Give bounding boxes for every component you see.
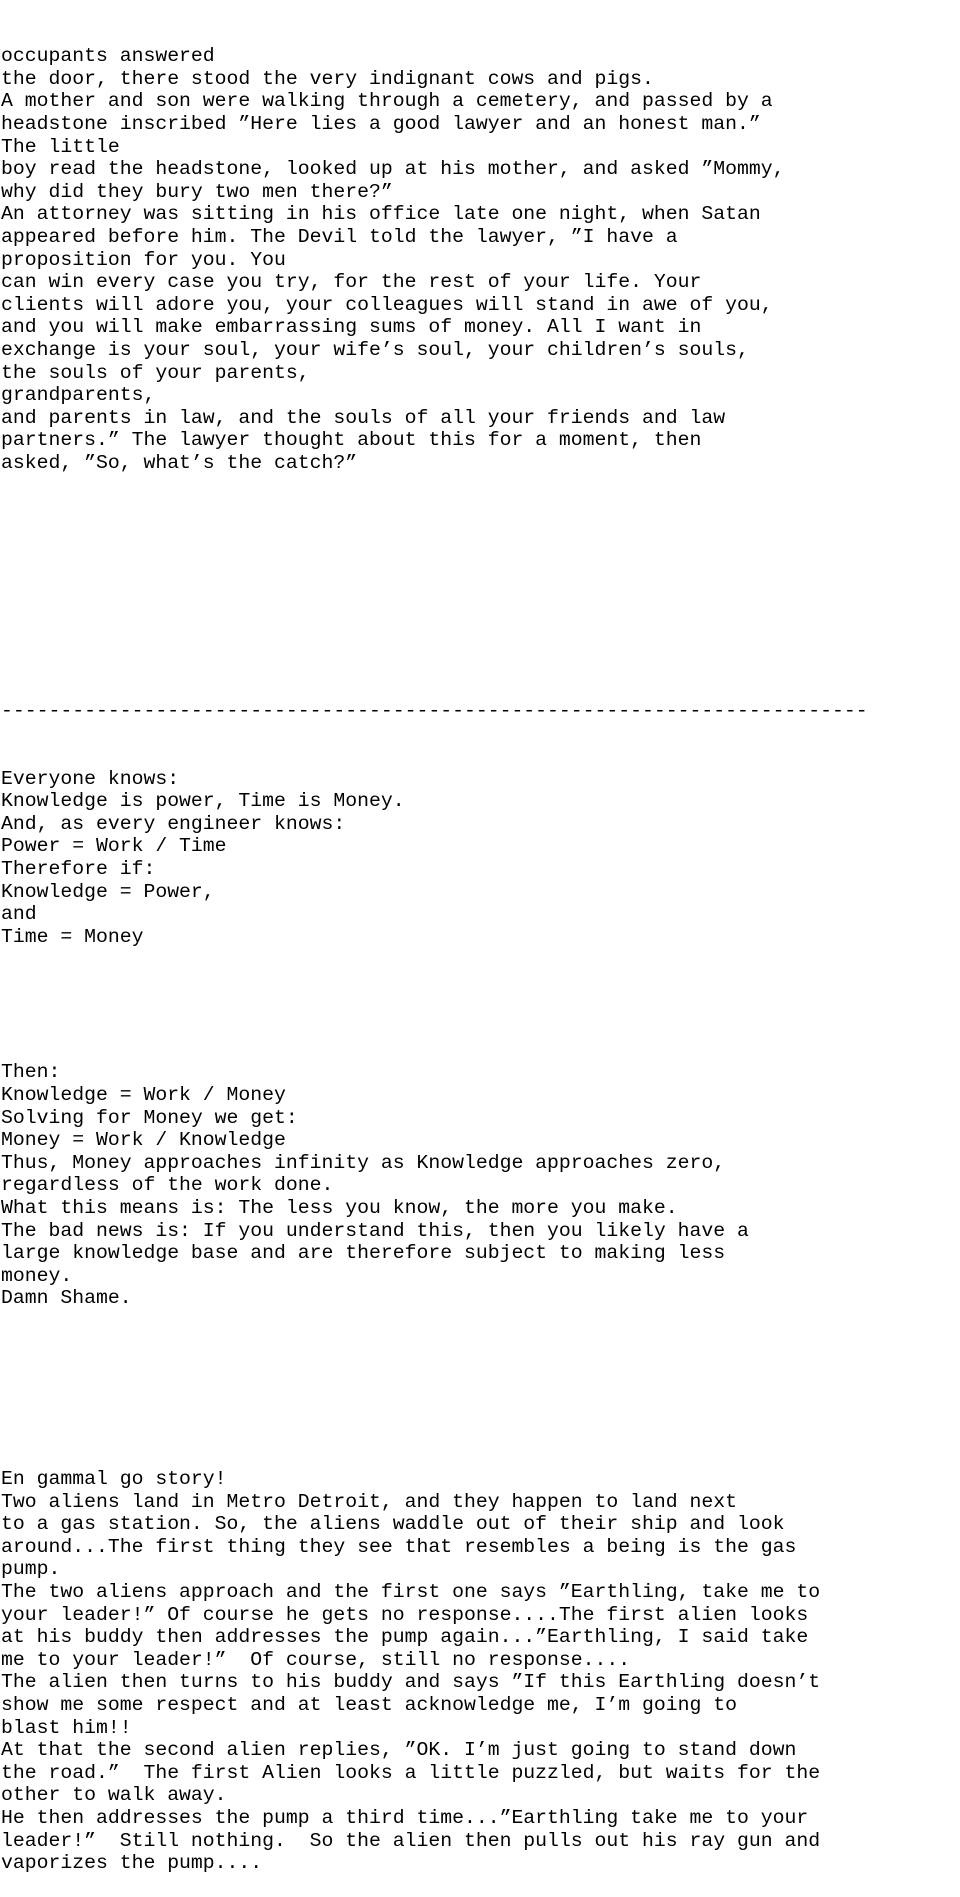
text-line: What this means is: The less you know, the more you make.	[1, 1196, 678, 1219]
text-line: Damn Shame.	[1, 1287, 132, 1310]
text-line: the souls of your parents,	[1, 361, 310, 384]
text-line: Knowledge = Power,	[1, 880, 215, 903]
text-line: Time = Money	[1, 925, 144, 948]
text-line: large knowledge base and are therefore subject to making less	[1, 1242, 726, 1265]
text-line: The alien then turns to his buddy and says ”If this Earthling doesn’t	[1, 1671, 821, 1694]
text-line: around...The first thing they see that resembles a being is the gas	[1, 1535, 797, 1558]
text-line: appeared before him. The Devil told the lawyer, ”I have a	[1, 225, 678, 248]
text-line: blast him!!	[1, 1716, 132, 1739]
text-line: A mother and son were walking through a cemetery, and passed by a	[1, 90, 773, 113]
text-line: other to walk away.	[1, 1784, 227, 1807]
text-line: Then:	[1, 1061, 61, 1084]
text-line: He then addresses the pump a third time...”Earthling take me to your	[1, 1806, 809, 1829]
text-line: Knowledge = Work / Money	[1, 1083, 286, 1106]
text-line: proposition for you. You	[1, 248, 286, 271]
text-line: Two aliens land in Metro Detroit, and they happen to land next	[1, 1490, 737, 1513]
text-line: grandparents,	[1, 384, 156, 407]
text-line: exchange is your soul, your wife’s soul, your children’s souls,	[1, 338, 749, 361]
text-line: An attorney was sitting in his office late one night, when Satan	[1, 203, 761, 226]
text-line: vaporizes the pump....	[1, 1852, 263, 1875]
text-line: and you will make embarrassing sums of money. All I want in	[1, 316, 702, 339]
text-line: and parents in law, and the souls of all your friends and law	[1, 406, 726, 429]
text-line: and	[1, 903, 37, 926]
lawyer-jokes-section	[1, 45, 959, 474]
text-line: asked, ”So, what’s the catch?”	[1, 451, 358, 474]
text-line: to a gas station. So, the aliens waddle out of their ship and look	[1, 1513, 785, 1536]
text-line: Therefore if:	[1, 858, 156, 880]
text-line: The little	[1, 135, 120, 158]
text-line: Thus, Money approaches infinity as Knowledge approaches zero,	[1, 1151, 726, 1174]
text-line: headstone inscribed ”Here lies a good lawyer and an honest man.”	[1, 112, 761, 135]
text-line: Solving for Money we get:	[1, 1106, 298, 1129]
text-line: me to your leader!” Of course, still no response....	[1, 1648, 631, 1671]
document-page	[1, 0, 959, 1897]
text-line: Knowledge is power, Time is Money.	[1, 790, 405, 813]
text-line: leader!” Still nothing. So the alien then pulls out his ray gun and	[1, 1829, 821, 1852]
text-line: regardless of the work done.	[1, 1174, 334, 1197]
text-line: money.	[1, 1264, 73, 1287]
alien-story-section	[1, 1468, 959, 1875]
text-line: partners.” The lawyer thought about this for a moment, then	[1, 429, 702, 452]
section-spacer	[1, 520, 959, 655]
text-line: The bad news is: If you understand this, then you likely have a	[1, 1219, 749, 1242]
text-line: En gammal go story!	[1, 1468, 227, 1491]
text-line: your leader!” Of course he gets no response....The first alien looks	[1, 1603, 809, 1626]
text-line: at his buddy then addresses the pump again...”Earthling, I said take	[1, 1626, 809, 1649]
text-line: clients will adore you, your colleagues will stand in awe of you,	[1, 293, 773, 316]
text-line: Power = Work / Time	[1, 835, 227, 858]
paragraph-spacer	[1, 994, 959, 1017]
text-line: why did they bury two men there?”	[1, 180, 393, 203]
text-line: the road.” The first Alien looks a little puzzled, but waits for the	[1, 1761, 821, 1784]
text-line: pump.	[1, 1558, 61, 1581]
text-line: And, as every engineer knows:	[1, 812, 346, 835]
dashed-divider: -------------------------------------------------------------------------	[1, 699, 868, 722]
text-line: the door, there stood the very indignant cows and pigs.	[1, 67, 654, 90]
text-line: The two aliens approach and the first one says ”Earthling, take me to	[1, 1581, 821, 1604]
text-line: occupants answered	[1, 45, 215, 68]
text-line: At that the second alien replies, ”OK. I’m just going to stand down	[1, 1739, 797, 1762]
text-line: boy read the headstone, looked up at his mother, and asked ”Mommy,	[1, 158, 785, 181]
section-spacer	[1, 1355, 959, 1423]
text-line: show me some respect and at least acknowledge me, I’m going to	[1, 1693, 737, 1716]
knowledge-money-intro	[1, 768, 959, 949]
text-line: can win every case you try, for the rest of your life. Your	[1, 271, 702, 294]
text-line: Everyone knows:	[1, 767, 180, 790]
text-line: Money = Work / Knowledge	[1, 1129, 286, 1152]
knowledge-money-conclusion	[1, 1061, 959, 1310]
